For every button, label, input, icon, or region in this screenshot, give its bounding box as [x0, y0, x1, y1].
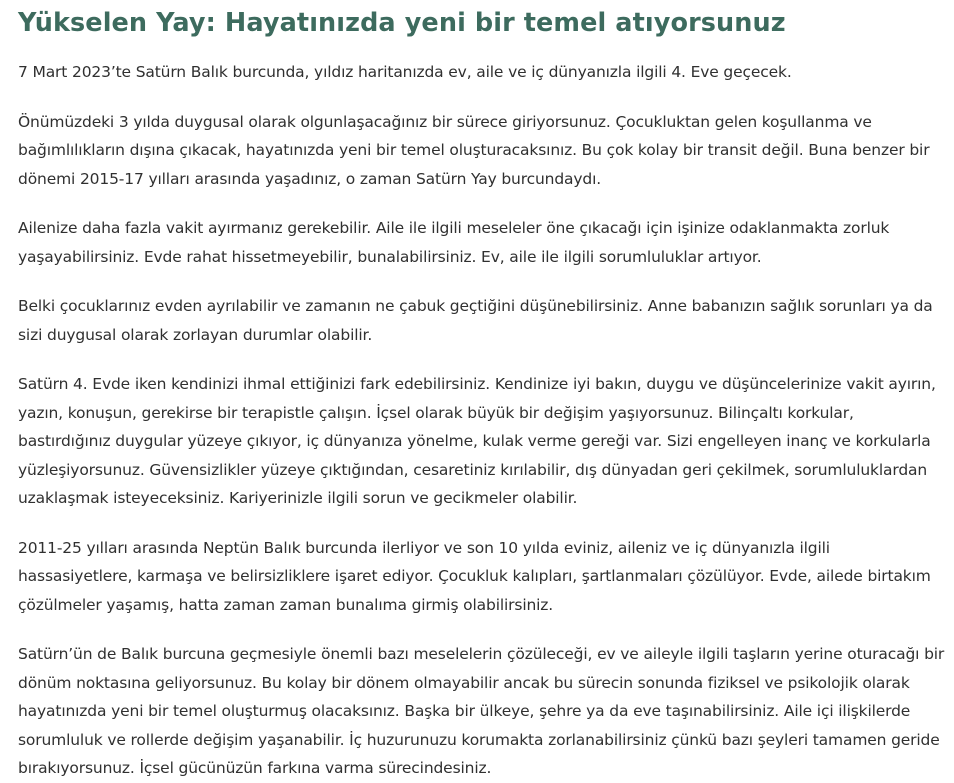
- article-paragraph-3: Ailenize daha fazla vakit ayırmanız gerekebilir. Aile ile ilgili meseleler öne çıkacağı için işinize odaklanmakta zorluk yaşayabilirsiniz. Evde rahat hissetmeyebilir, bunalabilirsiniz. Ev, aile ile ilgili sorumluluklar artıyor.: [18, 219, 890, 266]
- article-title: Yükselen Yay: Hayatınızda yeni bir temel atıyorsunuz: [18, 8, 786, 38]
- article-paragraph-6: 2011-25 yılları arasında Neptün Balık burcunda ilerliyor ve son 10 yılda eviniz, aileniz ve iç dünyanızla ilgili hassasiyetlere, karmaşa ve belirsizliklere işaret ediyor. Çocukluk kalıpları, şartlanmaları çözülüyor. Evde, ailede birtakım çözülmeler yaşamış, hatta zaman zaman bunalıma girmiş olabilirsiniz.: [18, 538, 931, 614]
- article-paragraph-4: Belki çocuklarınız evden ayrılabilir ve zamanın ne çabuk geçtiğini düşünebilirsiniz. Anne babanızın sağlık sorunları ya da sizi duygusal olarak zorlayan durumlar olabilir.: [18, 297, 933, 344]
- article-paragraph-2: Önümüzdeki 3 yılda duygusal olarak olgunlaşacağınız bir sürece giriyorsunuz. Çocukluktan gelen koşullanma ve bağımlılıkların dışına çıkacak, hayatınızda yeni bir temel oluşturacaksınız. Bu çok kolay bir transit değil. Buna benzer bir dönemi 2015-17 yılları arasında yaşadınız, o zaman Satürn Yay burcundaydı.: [18, 112, 930, 188]
- article: [18, 0, 948, 783]
- article-paragraph-7: Satürn’ün de Balık burcuna geçmesiyle önemli bazı meselelerin çözüleceği, ev ve aileyle ilgili taşların yerine oturacağı bir dönüm noktasına geliyorsunuz. Bu kolay bir dönem olmayabilir ancak bu sürecin sonunda fiziksel ve psikolojik olarak hayatınızda yeni bir temel oluşturmuş olacaksınız. Başka bir ülkeye, şehre ya da eve taşınabilirsiniz. Aile içi ilişkilerde sorumluluk ve rollerde değişim yaşanabilir. İç huzurunuzu korumakta zorlanabilirsiniz çünkü bazı şeyleri tamamen geride bırakıyorsunuz. İçsel gücünüzün farkına varma sürecindesiniz.: [18, 645, 945, 777]
- article-paragraph-1: 7 Mart 2023’te Satürn Balık burcunda, yıldız haritanızda ev, aile ve iç dünyanızla ilgili 4. Eve geçecek.: [18, 63, 792, 81]
- article-paragraph-5: Satürn 4. Evde iken kendinizi ihmal ettiğinizi fark edebilirsiniz. Kendinize iyi bakın, duygu ve düşüncelerinize vakit ayırın, yazın, konuşun, gerekirse bir terapistle çalışın. İçsel olarak büyük bir değişim yaşıyorsunuz. Bilinçaltı korkular, bastırdığınız duygular yüzeye çıkıyor, iç dünyanıza yönelme, kulak verme gereği var. Sizi engelleyen inanç ve korkularla yüzleşiyorsunuz. Güvensizlikler yüzeye çıktığından, cesaretiniz kırılabilir, dış dünyadan geri çekilmek, sorumluluklardan uzaklaşmak isteyeceksiniz. Kariyerinizle ilgili sorun ve gecikmeler olabilir.: [18, 375, 936, 507]
